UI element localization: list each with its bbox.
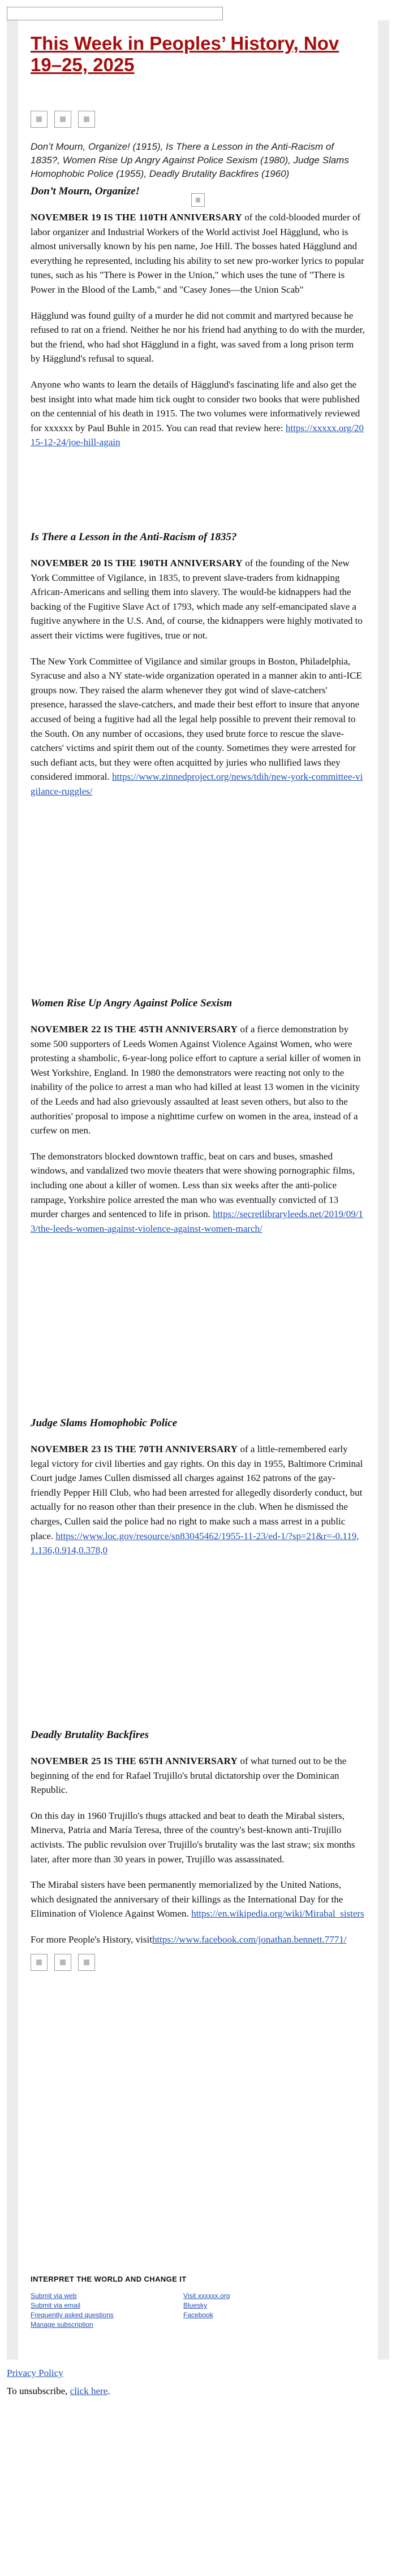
visit-site-link[interactable]: Visit xxxxxx.org <box>183 2292 230 2300</box>
newsletter-header <box>31 33 365 207</box>
section-paragraph: The New York Committee of Vigilance and similar groups in Boston, Philadelphia, Syracuse and also a NY state-wide organization operated in a manner akin to anti-ICE groups now. They raised the alarm whenever they got wind of slave-catchers' presence, harassed the slave-catchers, and made their best effort to insure that anyone accused of being a fugitive had all the legal help possible to prevent their removal to the South. On any number of occasions, they used brute force to rescue the slave-catchers' victims and spirit them out of the county. Sometimes they were arrested for such defiant acts, but they were often acquitted by juries who nullified laws they considered immoral. https://www.zinnedproject.org/news/tdih/new-york-committee-vigilance-ruggles/ <box>31 655 363 797</box>
wikipedia-link[interactable]: https://en.wikipedia.org/wiki/Mirabal_sisters <box>191 1908 364 1919</box>
section-women-rise-up <box>31 996 365 1236</box>
submit-via-web-link[interactable]: Submit via web <box>31 2292 77 2300</box>
section-paragraph: On this day in 1960 Trujillo's thugs attacked and beat to death the Mirabal sisters, Minerva, Patria and María Teresa, three of the country's best-known anti-Trujillo activists. The public revulsion over Trujillo's brutality was the last straw; six months later, after more than 30 years in power, Trujillo was assassinated. <box>31 1810 355 1865</box>
bluesky-link[interactable]: Bluesky <box>183 2301 208 2309</box>
section-heading: Judge Slams Homophobic Police <box>31 1417 178 1429</box>
share-icons-bottom <box>31 1954 365 1974</box>
section-heading: Is There a Lesson in the Anti-Racism of 1835? <box>31 531 237 543</box>
header-image-placeholder <box>7 7 223 20</box>
newsletter-body <box>18 20 378 2360</box>
email-bottom <box>7 2366 389 2399</box>
section-paragraph: The demonstrators blocked downtown traffic, beat on cars and buses, smashed windows, and vandalized two movie theaters that were showing pornographic films, including one about a killer of women. Less than six weeks after the anti-police rampage, Yorkshire police arrested the man who was eventually convicted of 13 murder charges and sentenced to life in prison. https://secretlibraryleeds.net/2019/09/13/the-leeds-women-against-violence-against-women-march/ <box>31 1150 363 1234</box>
section-paragraph: NOVEMBER 20 IS THE 190TH ANNIVERSARY of the founding of the New York Committee of Vigilance, in 1835, to prevent slave-traders from kidnapping African-Americans and selling them into slavery. The would-be kidnappers had the backing of the Fugitive Slave Act of 1793, which made any self-emancipated slave a fugitive anywhere in the U.S. And, of course, the kidnappers were highly motivated to assert their victims were fugitives, true or not. <box>31 558 363 641</box>
privacy-policy-link[interactable]: Privacy Policy <box>7 2368 63 2378</box>
share-icon-3[interactable] <box>78 1954 95 1971</box>
section-heading: Women Rise Up Angry Against Police Sexism <box>31 997 233 1009</box>
facebook-footer-link[interactable]: Facebook <box>183 2311 213 2319</box>
section-paragraph: For more People's History, visithttps://www.facebook.com/jonathan.bennett.7771/ <box>31 1934 347 1945</box>
section-heading: Deadly Brutality Backfires <box>31 1729 149 1741</box>
share-icon-3[interactable] <box>78 111 95 128</box>
share-icon-1[interactable] <box>31 1954 48 1971</box>
review-link[interactable]: https://xxxxx.org/2015-12-24/joe-hill-again <box>31 422 364 448</box>
footer-left-column <box>31 2291 183 2330</box>
section-deadly-brutality <box>31 1728 365 1974</box>
section-heading: Don’t Mourn, Organize! <box>31 185 140 197</box>
unsubscribe-line: To unsubscribe, click here. <box>7 2386 110 2396</box>
manage-subscription-link[interactable]: Manage subscription <box>31 2321 93 2329</box>
zinn-project-link[interactable]: https://www.zinnedproject.org/news/tdih/new-york-committee-vigilance-ruggles/ <box>31 771 363 797</box>
section-paragraph: NOVEMBER 22 IS THE 45TH ANNIVERSARY of a fierce demonstration by some 500 supporters of Leeds Women Against Violence Against Women, who were protesting a shambolic, 6-year-long police effort to capture a serial killer of women in West Yorkshire, England. In 1980 the demonstrators were reacting not only to the inability of the police to arrest a man who had killed at least 13 women in the vicinity of the Leeds and had also grievously assaulted at least seven others, but also to the authorities' proposal to impose a nighttime curfew on women in the area, instead of a curfew on men. <box>31 1024 361 1136</box>
issue-summary: Don’t Mourn, Organize! (1915), Is There a Lesson in the Anti-Racism of 1835?, Women Rise Up Angry Against Police Sexism (1980), Judge Slams Homophobic Police (1955), Deadly Brutality Backfires (1960) <box>31 141 349 179</box>
share-icons-top <box>31 111 365 131</box>
section-paragraph: Hägglund was found guilty of a murder he did not commit and martyred because he refused to rat on a friend. Neither he nor his friend had anything to do with the murder, but the friend, who had shot Hägglund in a fight, was saved from a long prison term by Hägglund's refusal to squeal. <box>31 310 365 364</box>
newsletter-title[interactable]: This Week in Peoples’ History, Nov 19–25, 2025 <box>31 33 339 75</box>
footer-heading: INTERPRET THE WORLD AND CHANGE IT <box>31 2275 187 2283</box>
leeds-link[interactable]: https://secretlibraryleeds.net/2019/09/13/the-leeds-women-against-violence-against-women-march/ <box>31 1209 363 1234</box>
footer-right-column <box>183 2291 336 2330</box>
section-paragraph: NOVEMBER 25 IS THE 65TH ANNIVERSARY of what turned out to be the beginning of the end for Rafael Trujillo's brutal dictatorship over the Dominican Republic. <box>31 1756 347 1796</box>
facebook-link[interactable]: https://www.facebook.com/jonathan.bennett.7771/ <box>152 1934 347 1945</box>
newsletter-card <box>7 20 389 2360</box>
footer-links <box>31 2291 365 2330</box>
section-paragraph: Anyone who wants to learn the details of Hägglund's fascinating life and also get the best insight into what made him tick ought to consider two books that were published on the centennial of his death in 1915. The two volumes were informatively reviewed for xxxxxx by Paul Buhle in 2015. You can read that review here: https://xxxxx.org/2015-12-24/joe-hill-again <box>31 379 364 448</box>
newsletter-footer <box>31 2275 365 2330</box>
share-icon-1[interactable] <box>31 111 48 128</box>
share-icon-2[interactable] <box>54 111 71 128</box>
section-anti-racism <box>31 530 365 799</box>
section-judge-slams <box>31 1416 365 1558</box>
section-paragraph: NOVEMBER 19 IS THE 110TH ANNIVERSARY of the cold-blooded murder of labor organizer and Industrial Workers of the World activist Joel Hägglund, who is almost universally known by his pen name, Joe Hill. The bosses hated Hägglund and everything he represented, including his ability to set new pro-worker lyrics to popular tunes, such as his "There is Power in the Union," which uses the tune of "There is Power in the Blood of the Lamb," and "Casey Jones—the Union Scab" <box>31 212 364 295</box>
share-icon-2[interactable] <box>54 1954 71 1971</box>
section-paragraph: The Mirabal sisters have been permanently memorialized by the United Nations, which designated the anniversary of their killings as the International Day for the Elimination of Violence Against Women. https://en.wikipedia.org/wiki/Mirabal_sisters <box>31 1879 364 1919</box>
submit-via-email-link[interactable]: Submit via email <box>31 2301 81 2309</box>
unsubscribe-link[interactable]: click here <box>70 2386 108 2396</box>
loc-link[interactable]: https://www.loc.gov/resource/sn83045462/1955-11-23/ed-1/?sp=21&r=-0.119,1.136,0.914,0.378,0 <box>31 1530 359 1556</box>
section-paragraph: NOVEMBER 23 IS THE 70TH ANNIVERSARY of a little-remembered early legal victory for civil liberties and gay rights. On this day in 1955, Baltimore Criminal Court judge James Cullen dismissed all charges against 162 patrons of the gay-friendly Pepper Hill Club, who had been arrested for allegedly disorderly conduct, but actually for no reason other than their presence in the club. When he dismissed the charges, Cullen said the police had no right to make such a mass arrest in a public place. https://www.loc.gov/resource/sn83045462/1955-11-23/ed-1/?sp=21&r=-0.119,1.136,0.914,0.378,0 <box>31 1444 363 1556</box>
section-dont-mourn <box>31 184 365 450</box>
faq-link[interactable]: Frequently asked questions <box>31 2311 114 2319</box>
